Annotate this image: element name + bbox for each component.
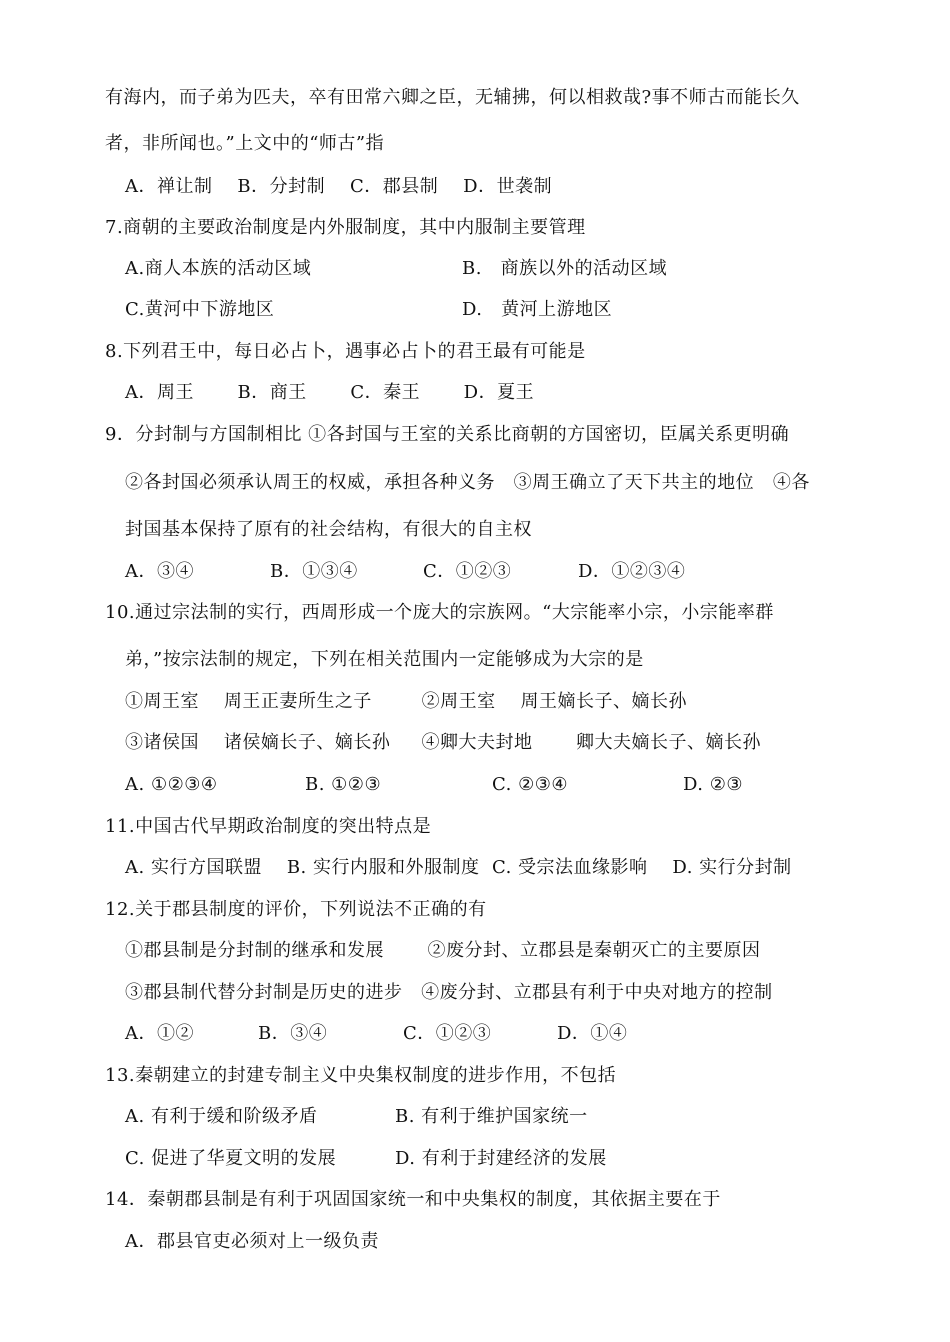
q10-option-b: B. ①②③	[305, 774, 382, 795]
q6-text-line-2: 者，非所闻也。”上文中的“师古”指	[105, 133, 385, 154]
q12-stem: 12.关于郡县制度的评价，下列说法不正确的有	[105, 899, 487, 920]
q10-option-d: D. ②③	[683, 774, 744, 795]
q10-stem-line-2: 弟，”按宗法制的规定，下列在相关范围内一定能够成为大宗的是	[125, 649, 644, 670]
q7-option-d: D. 黄河上游地区	[462, 299, 613, 320]
q8-stem: 8.下列君王中，每日必占卜，遇事必占卜的君王最有可能是	[105, 341, 586, 362]
q10-item-1-2: ①周王室 周王正妻所生之子 ②周王室 周王嫡长子、嫡长孙	[125, 691, 688, 712]
q12-option-d: D．①④	[557, 1023, 628, 1044]
q12-option-a: A．①②	[125, 1023, 194, 1044]
q9-stem-line-1: 9．分封制与方国制相比 ①各封国与王室的关系比商朝的方国密切，臣属关系更明确	[105, 424, 790, 445]
q7-option-a: A.商人本族的活动区域	[125, 258, 312, 279]
q9-option-d: D．①②③④	[578, 561, 686, 582]
q7-stem: 7.商朝的主要政治制度是内外服制度，其中内服制主要管理	[105, 217, 586, 238]
q10-stem-line-1: 10.通过宗法制的实行，西周形成一个庞大的宗族网。“大宗能率小宗，小宗能率群	[105, 602, 774, 623]
q9-option-b: B．①③④	[270, 561, 358, 582]
q13-stem: 13.秦朝建立的封建专制主义中央集权制度的进步作用，不包括	[105, 1065, 617, 1086]
q13-option-d: D. 有利于封建经济的发展	[395, 1148, 607, 1169]
q12-item-1-2: ①郡县制是分封制的继承和发展 ②废分封、立郡县是秦朝灭亡的主要原因	[125, 940, 761, 961]
q14-stem: 14．秦朝郡县制是有利于巩固国家统一和中央集权的制度，其依据主要在于	[105, 1189, 721, 1210]
q9-option-c: C．①②③	[423, 561, 512, 582]
q10-option-a: A. ①②③④	[125, 774, 218, 795]
q11-options: A. 实行方国联盟 B. 实行内服和外服制度 C. 受宗法血缘影响 D. 实行分封制	[125, 857, 792, 878]
q10-option-c: C. ②③④	[492, 774, 568, 795]
q13-option-a: A. 有利于缓和阶级矛盾	[125, 1106, 318, 1127]
q14-option-a: A．郡县官吏必须对上一级负责	[125, 1231, 379, 1252]
q12-item-3-4: ③郡县制代替分封制是历史的进步 ④废分封、立郡县有利于中央对地方的控制	[125, 982, 773, 1003]
q10-item-3-4: ③诸侯国 诸侯嫡长子、嫡长孙 ④卿大夫封地 卿大夫嫡长子、嫡长孙	[125, 732, 762, 753]
q12-option-c: C．①②③	[403, 1023, 492, 1044]
q7-option-c: C.黄河中下游地区	[125, 299, 275, 320]
q13-option-b: B. 有利于维护国家统一	[395, 1106, 588, 1127]
q8-options: A．周王 B．商王 C．秦王 D．夏王	[125, 382, 535, 403]
q7-option-b: B. 商族以外的活动区域	[462, 258, 668, 279]
q11-stem: 11.中国古代早期政治制度的突出特点是	[105, 816, 432, 837]
q9-option-a: A．③④	[125, 561, 194, 582]
q13-option-c: C. 促进了华夏文明的发展	[125, 1148, 337, 1169]
q6-text-line-1: 有海内，而子弟为匹夫，卒有田常六卿之臣，无辅拂，何以相救哉?事不师古而能长久	[105, 87, 800, 108]
q12-option-b: B．③④	[258, 1023, 328, 1044]
q6-options: A．禅让制 B．分封制 C．郡县制 D．世袭制	[125, 176, 553, 197]
q9-stem-line-2: ②各封国必须承认周王的权威，承担各种义务 ③周王确立了天下共主的地位 ④各	[125, 472, 810, 493]
q9-stem-line-3: 封国基本保持了原有的社会结构，有很大的自主权	[125, 519, 532, 540]
